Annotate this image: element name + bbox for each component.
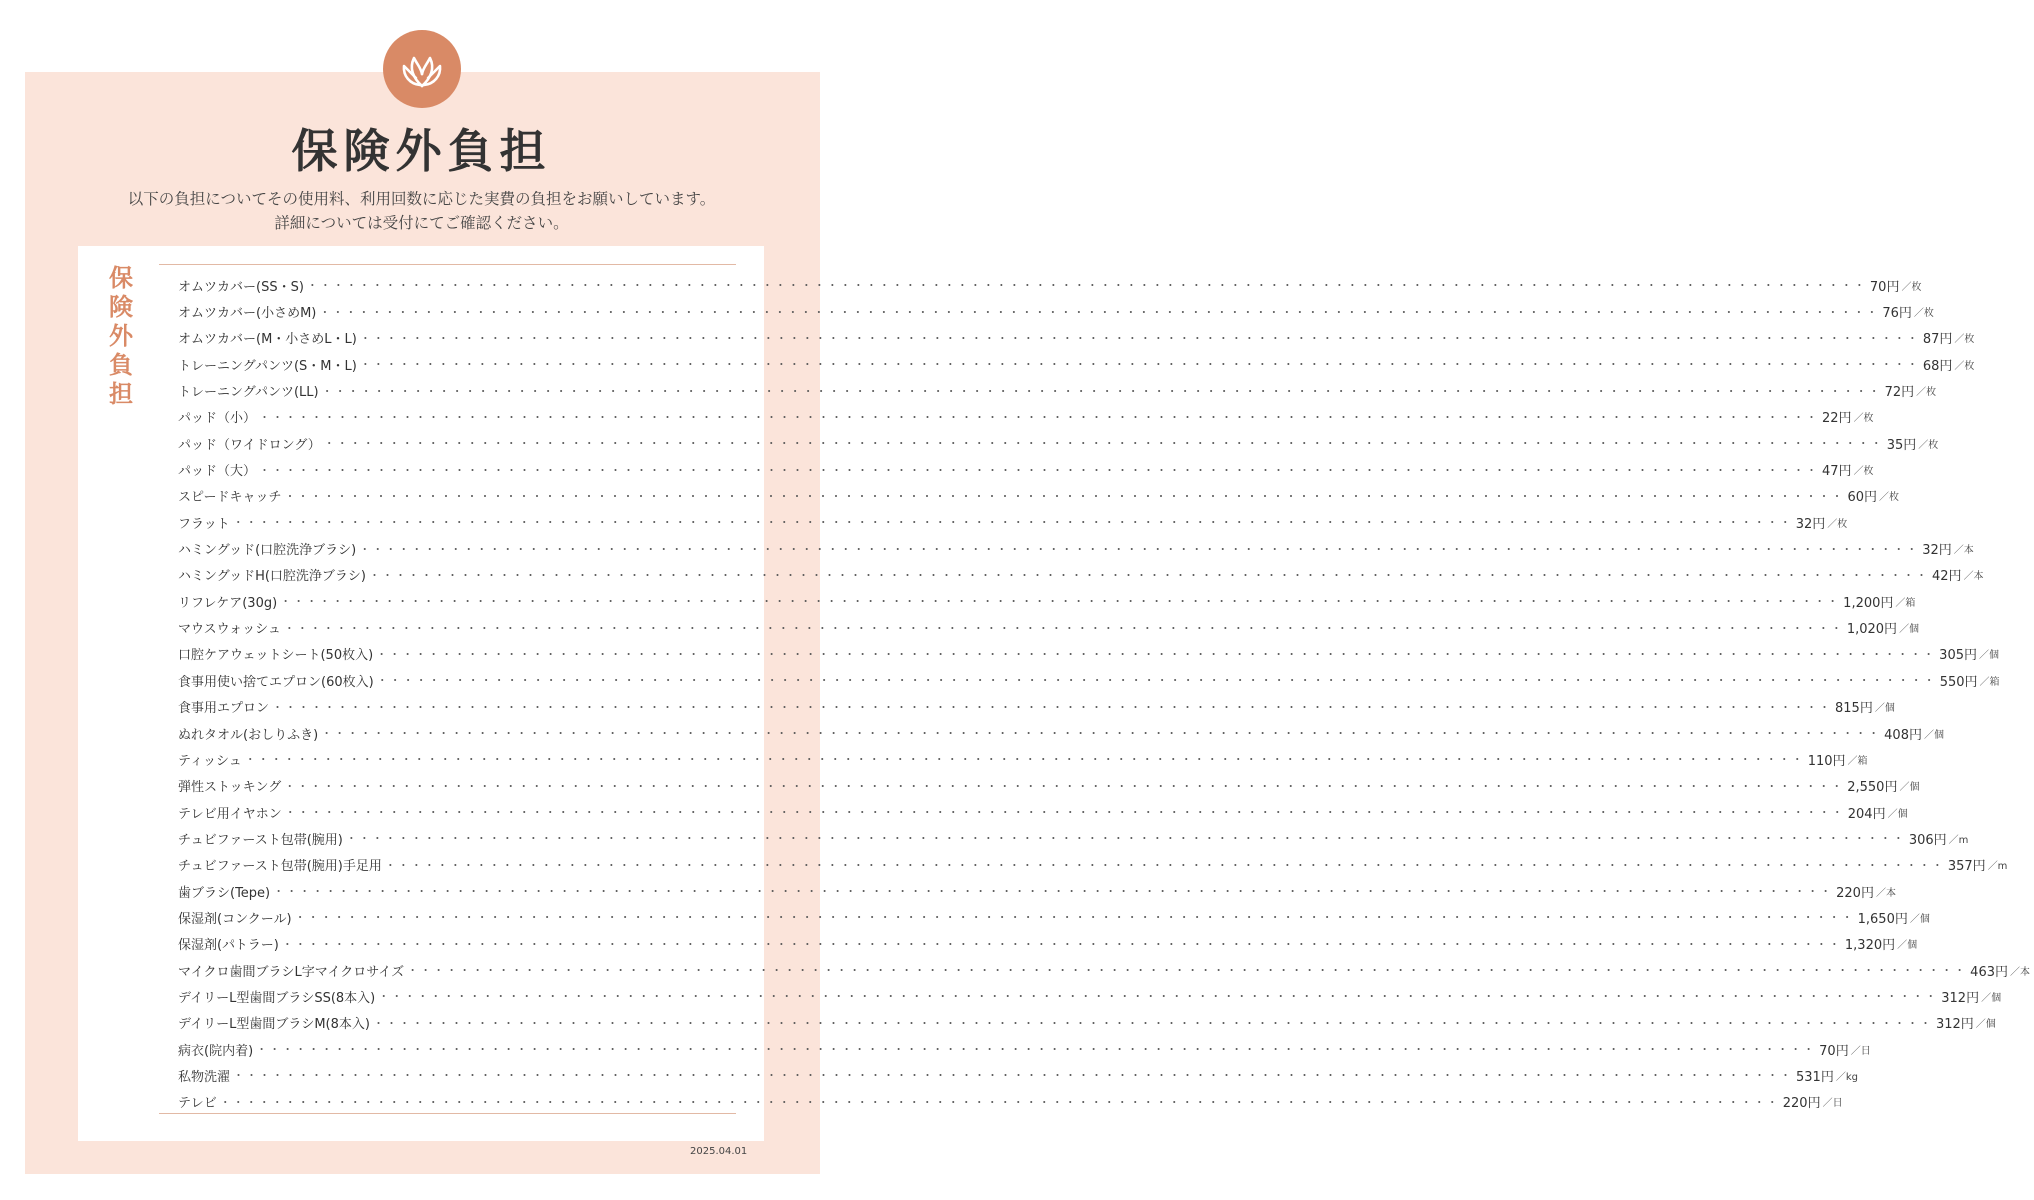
item-name: ハミングッド(口腔洗浄ブラシ) xyxy=(178,543,357,559)
item-unit: ／本 xyxy=(1953,545,1974,557)
item-unit: ／枚 xyxy=(1913,308,1934,320)
list-item xyxy=(178,430,1939,456)
dot-leader: ・・・・・・・・・・・・・・・・・・・・・・・・・・・・・・・・・・・・・・・・・・・・・・・・・・・・・・・・・・・・・・・・・・・・・・・・・・・・・・・・・・・・・・・・・・・・・・・・・・・・・・・・・・・・・・・・・・・・・・・・ xyxy=(284,489,1845,503)
item-price: 1,650円 xyxy=(1857,911,1908,927)
item-unit: ／枚 xyxy=(1954,360,1975,372)
item-name: パッド（大） xyxy=(178,464,257,480)
item-name: デイリーL型歯間ブラシM(8本入) xyxy=(178,1017,370,1033)
list-item xyxy=(178,641,1999,667)
item-price: 815円 xyxy=(1835,701,1873,717)
item-price: 70円 xyxy=(1819,1043,1849,1059)
item-unit: ／個 xyxy=(1887,808,1908,820)
item-name: チュビファースト包帯(腕用) xyxy=(178,832,343,848)
item-name: チュビファースト包帯(腕用)手足用 xyxy=(178,859,382,875)
item-name: テレビ用イヤホン xyxy=(178,806,282,822)
item-price: 1,200円 xyxy=(1843,595,1894,611)
item-name: パッド（小） xyxy=(178,411,257,427)
item-unit: ／個 xyxy=(1899,782,1920,794)
item-price: 463円 xyxy=(1970,964,2008,980)
item-unit: ／m xyxy=(1987,861,2008,873)
list-item xyxy=(178,904,1930,930)
item-name: テレビ xyxy=(178,1096,217,1112)
vertical-label-char: 保 xyxy=(109,264,133,292)
item-unit: ／本 xyxy=(1963,571,1984,583)
item-name: マウスウォッシュ xyxy=(178,622,281,638)
top-divider xyxy=(159,264,736,265)
list-item xyxy=(178,983,2002,1009)
list-item xyxy=(178,1036,1871,1062)
item-unit: ／本 xyxy=(1875,887,1896,899)
item-price: 312円 xyxy=(1935,1017,1974,1033)
item-name: オムツカバー(SS・S) xyxy=(178,279,304,295)
item-price: 76円 xyxy=(1882,306,1912,322)
vertical-label-char: 負 xyxy=(109,351,133,379)
list-item xyxy=(178,720,1944,746)
item-unit: ／個 xyxy=(1981,992,2002,1004)
item-name: マイクロ歯間ブラシL字マイクロサイズ xyxy=(178,964,405,980)
list-item xyxy=(178,1089,1843,1115)
dot-leader: ・・・・・・・・・・・・・・・・・・・・・・・・・・・・・・・・・・・・・・・・・・・・・・・・・・・・・・・・・・・・・・・・・・・・・・・・・・・・・・・・・・・・・・・・・・・・・・・・・・・・・・・・・・・・・・・・・・・・・・・・ xyxy=(384,858,1945,872)
item-price: 531円 xyxy=(1796,1069,1834,1085)
list-item xyxy=(178,1062,1858,1088)
item-name: フラット xyxy=(178,516,230,532)
item-price: 312円 xyxy=(1941,990,1980,1006)
list-item xyxy=(178,562,1984,588)
list-item xyxy=(178,456,1874,482)
item-unit: ／個 xyxy=(1874,703,1895,715)
list-item xyxy=(178,1010,1996,1036)
item-name: スピードキャッチ xyxy=(178,490,282,506)
item-unit: ／日 xyxy=(1822,1098,1843,1110)
item-name: 歯ブラシ(Tepe) xyxy=(178,885,271,901)
list-item xyxy=(178,325,1975,351)
item-name: 弾性ストッキング xyxy=(178,780,282,796)
item-unit: ／箱 xyxy=(1847,755,1868,767)
dot-leader: ・・・・・・・・・・・・・・・・・・・・・・・・・・・・・・・・・・・・・・・・・・・・・・・・・・・・・・・・・・・・・・・・・・・・・・・・・・・・・・・・・・・・・・・・・・・・・・・・・・・・・・・・・・・・・・・・・・・・・・・・ xyxy=(284,806,1845,820)
item-unit: ／個 xyxy=(1923,729,1944,741)
item-name: 保湿剤(コンクール) xyxy=(178,911,292,927)
item-name: 病衣(院内着) xyxy=(178,1043,254,1059)
list-item xyxy=(178,667,2000,693)
item-unit: ／枚 xyxy=(1916,387,1937,399)
dot-leader: ・・・・・・・・・・・・・・・・・・・・・・・・・・・・・・・・・・・・・・・・・・・・・・・・・・・・・・・・・・・・・・・・・・・・・・・・・・・・・・・・・・・・・・・・・・・・・・・・・・・・・・・・・・・・・・・・・・・・・・・・ xyxy=(294,911,1855,925)
dot-leader: ・・・・・・・・・・・・・・・・・・・・・・・・・・・・・・・・・・・・・・・・・・・・・・・・・・・・・・・・・・・・・・・・・・・・・・・・・・・・・・・・・・・・・・・・・・・・・・・・・・・・・・・・・・・・・・・・・・・・・・・・ xyxy=(232,516,1793,530)
list-item xyxy=(178,404,1874,430)
item-name: ハミングッドH(口腔洗浄ブラシ) xyxy=(178,569,367,585)
subtitle-line-1: 以下の負担についてその使用料、利用回数に応じた実費の負担をお願いしています。 xyxy=(127,190,716,208)
dot-leader: ・・・・・・・・・・・・・・・・・・・・・・・・・・・・・・・・・・・・・・・・・・・・・・・・・・・・・・・・・・・・・・・・・・・・・・・・・・・・・・・・・・・・・・・・・・・・・・・・・・・・・・・・・・・・・・・・・・・・・・・・ xyxy=(259,463,1820,477)
price-list xyxy=(178,272,2030,1115)
item-price: 220円 xyxy=(1782,1096,1821,1112)
item-price: 306円 xyxy=(1908,832,1947,848)
dot-leader: ・・・・・・・・・・・・・・・・・・・・・・・・・・・・・・・・・・・・・・・・・・・・・・・・・・・・・・・・・・・・・・・・・・・・・・・・・・・・・・・・・・・・・・・・・・・・・・・・・・・・・・・・・・・・・・・・・・・・・・・・ xyxy=(359,358,1920,372)
item-price: 60円 xyxy=(1847,490,1878,506)
dot-leader: ・・・・・・・・・・・・・・・・・・・・・・・・・・・・・・・・・・・・・・・・・・・・・・・・・・・・・・・・・・・・・・・・・・・・・・・・・・・・・・・・・・・・・・・・・・・・・・・・・・・・・・・・・・・・・・・・・・・・・・・・ xyxy=(376,674,1937,688)
dot-leader: ・・・・・・・・・・・・・・・・・・・・・・・・・・・・・・・・・・・・・・・・・・・・・・・・・・・・・・・・・・・・・・・・・・・・・・・・・・・・・・・・・・・・・・・・・・・・・・・・・・・・・・・・・・・・・・・・・・・・・・・・ xyxy=(280,595,1841,609)
item-name: 食事用使い捨てエプロン(60枚入) xyxy=(178,674,374,690)
item-unit: ／個 xyxy=(1979,650,1999,662)
list-item xyxy=(178,694,1895,720)
list-item xyxy=(178,931,1918,957)
item-name: オムツカバー(M・小さめL・L) xyxy=(178,332,357,348)
item-name: 食事用エプロン xyxy=(178,701,270,717)
list-item xyxy=(178,773,1920,799)
item-price: 2,550円 xyxy=(1847,780,1898,796)
lotus-hands-icon xyxy=(383,30,461,108)
item-unit: ／日 xyxy=(1850,1045,1871,1057)
item-price: 32円 xyxy=(1795,516,1826,532)
item-price: 1,320円 xyxy=(1844,938,1896,954)
item-name: パッド（ワイドロング） xyxy=(178,437,321,453)
item-price: 1,020円 xyxy=(1846,622,1898,638)
item-unit: ／枚 xyxy=(1879,492,1900,504)
item-price: 47円 xyxy=(1822,464,1852,480)
dot-leader: ・・・・・・・・・・・・・・・・・・・・・・・・・・・・・・・・・・・・・・・・・・・・・・・・・・・・・・・・・・・・・・・・・・・・・・・・・・・・・・・・・・・・・・・・・・・・・・・・・・・・・・・・・・・・・・・・・・・・・・・・ xyxy=(219,1095,1780,1109)
dot-leader: ・・・・・・・・・・・・・・・・・・・・・・・・・・・・・・・・・・・・・・・・・・・・・・・・・・・・・・・・・・・・・・・・・・・・・・・・・・・・・・・・・・・・・・・・・・・・・・・・・・・・・・・・・・・・・・・・・・・・・・・・ xyxy=(321,727,1882,741)
item-unit: ／箱 xyxy=(1979,676,2000,688)
list-item xyxy=(178,746,1868,772)
item-price: 220円 xyxy=(1836,885,1874,901)
item-unit: ／m xyxy=(1948,834,1969,846)
item-name: トレーニングパンツ(LL) xyxy=(178,385,319,401)
item-price: 110円 xyxy=(1807,753,1846,769)
list-item xyxy=(178,509,1848,535)
page-title: 保険外負担 xyxy=(291,124,552,178)
item-name: ティッシュ xyxy=(178,753,242,769)
dot-leader: ・・・・・・・・・・・・・・・・・・・・・・・・・・・・・・・・・・・・・・・・・・・・・・・・・・・・・・・・・・・・・・・・・・・・・・・・・・・・・・・・・・・・・・・・・・・・・・・・・・・・・・・・・・・・・・・・・・・・・・・・ xyxy=(244,753,1805,767)
item-name: トレーニングパンツ(S・M・L) xyxy=(178,358,357,374)
vertical-label-char: 険 xyxy=(109,293,133,321)
item-unit: ／本 xyxy=(2010,966,2030,978)
dot-leader: ・・・・・・・・・・・・・・・・・・・・・・・・・・・・・・・・・・・・・・・・・・・・・・・・・・・・・・・・・・・・・・・・・・・・・・・・・・・・・・・・・・・・・・・・・・・・・・・・・・・・・・・・・・・・・・・・・・・・・・・・ xyxy=(259,410,1820,424)
dot-leader: ・・・・・・・・・・・・・・・・・・・・・・・・・・・・・・・・・・・・・・・・・・・・・・・・・・・・・・・・・・・・・・・・・・・・・・・・・・・・・・・・・・・・・・・・・・・・・・・・・・・・・・・・・・・・・・・・・・・・・・・・ xyxy=(376,647,1937,661)
item-price: 408円 xyxy=(1884,727,1922,743)
dot-leader: ・・・・・・・・・・・・・・・・・・・・・・・・・・・・・・・・・・・・・・・・・・・・・・・・・・・・・・・・・・・・・・・・・・・・・・・・・・・・・・・・・・・・・・・・・・・・・・・・・・・・・・・・・・・・・・・・・・・・・・・・ xyxy=(407,964,1968,978)
price-list-card xyxy=(78,246,2030,1141)
vertical-label-char: 外 xyxy=(109,322,133,350)
list-item xyxy=(178,588,1916,614)
dot-leader: ・・・・・・・・・・・・・・・・・・・・・・・・・・・・・・・・・・・・・・・・・・・・・・・・・・・・・・・・・・・・・・・・・・・・・・・・・・・・・・・・・・・・・・・・・・・・・・・・・・・・・・・・・・・・・・・・・・・・・・・・ xyxy=(321,384,1882,398)
list-item xyxy=(178,614,1920,640)
item-price: 305円 xyxy=(1939,648,1977,664)
item-unit: ／個 xyxy=(1909,913,1930,925)
dot-leader: ・・・・・・・・・・・・・・・・・・・・・・・・・・・・・・・・・・・・・・・・・・・・・・・・・・・・・・・・・・・・・・・・・・・・・・・・・・・・・・・・・・・・・・・・・・・・・・・・・・・・・・・・・・・・・・・・・・・・・・・・ xyxy=(323,437,1884,451)
item-price: 68円 xyxy=(1922,358,1953,374)
issue-date: 2025.04.01 xyxy=(690,1146,748,1157)
item-price: 87円 xyxy=(1922,332,1953,348)
item-name: オムツカバー(小さめM) xyxy=(178,306,317,322)
item-unit: ／個 xyxy=(1899,624,1920,636)
dot-leader: ・・・・・・・・・・・・・・・・・・・・・・・・・・・・・・・・・・・・・・・・・・・・・・・・・・・・・・・・・・・・・・・・・・・・・・・・・・・・・・・・・・・・・・・・・・・・・・・・・・・・・・・・・・・・・・・・・・・・・・・・ xyxy=(372,1016,1933,1030)
item-unit: ／枚 xyxy=(1954,334,1975,346)
item-unit: ／個 xyxy=(1975,1019,1996,1031)
item-name: 私物洗濯 xyxy=(178,1069,231,1085)
item-name: デイリーL型歯間ブラシSS(8本入) xyxy=(178,990,376,1006)
item-unit: ／枚 xyxy=(1853,466,1874,478)
item-name: ぬれタオル(おしりふき) xyxy=(178,727,319,743)
list-item xyxy=(178,351,1975,377)
item-unit: ／枚 xyxy=(1901,281,1922,293)
dot-leader: ・・・・・・・・・・・・・・・・・・・・・・・・・・・・・・・・・・・・・・・・・・・・・・・・・・・・・・・・・・・・・・・・・・・・・・・・・・・・・・・・・・・・・・・・・・・・・・・・・・・・・・・・・・・・・・・・・・・・・・・・ xyxy=(369,568,1930,582)
vertical-section-label xyxy=(106,264,136,409)
dot-leader: ・・・・・・・・・・・・・・・・・・・・・・・・・・・・・・・・・・・・・・・・・・・・・・・・・・・・・・・・・・・・・・・・・・・・・・・・・・・・・・・・・・・・・・・・・・・・・・・・・・・・・・・・・・・・・・・・・・・・・・・・ xyxy=(233,1069,1794,1083)
dot-leader: ・・・・・・・・・・・・・・・・・・・・・・・・・・・・・・・・・・・・・・・・・・・・・・・・・・・・・・・・・・・・・・・・・・・・・・・・・・・・・・・・・・・・・・・・・・・・・・・・・・・・・・・・・・・・・・・・・・・・・・・・ xyxy=(256,1043,1817,1057)
dot-leader: ・・・・・・・・・・・・・・・・・・・・・・・・・・・・・・・・・・・・・・・・・・・・・・・・・・・・・・・・・・・・・・・・・・・・・・・・・・・・・・・・・・・・・・・・・・・・・・・・・・・・・・・・・・・・・・・・・・・・・・・・ xyxy=(378,990,1939,1004)
dot-leader: ・・・・・・・・・・・・・・・・・・・・・・・・・・・・・・・・・・・・・・・・・・・・・・・・・・・・・・・・・・・・・・・・・・・・・・・・・・・・・・・・・・・・・・・・・・・・・・・・・・・・・・・・・・・・・・・・・・・・・・・・ xyxy=(359,542,1920,556)
vertical-label-char: 担 xyxy=(109,380,133,408)
list-item xyxy=(178,535,1974,561)
dot-leader: ・・・・・・・・・・・・・・・・・・・・・・・・・・・・・・・・・・・・・・・・・・・・・・・・・・・・・・・・・・・・・・・・・・・・・・・・・・・・・・・・・・・・・・・・・・・・・・・・・・・・・・・・・・・・・・・・・・・・・・・・ xyxy=(273,885,1834,899)
item-unit: ／箱 xyxy=(1895,597,1916,609)
item-price: 22円 xyxy=(1822,411,1852,427)
list-item xyxy=(178,825,1969,851)
item-price: 72円 xyxy=(1884,385,1915,401)
list-item xyxy=(178,377,1937,403)
item-unit: ／枚 xyxy=(1827,518,1848,530)
dot-leader: ・・・・・・・・・・・・・・・・・・・・・・・・・・・・・・・・・・・・・・・・・・・・・・・・・・・・・・・・・・・・・・・・・・・・・・・・・・・・・・・・・・・・・・・・・・・・・・・・・・・・・・・・・・・・・・・・・・・・・・・・ xyxy=(281,937,1842,951)
item-price: 204円 xyxy=(1847,806,1886,822)
list-item xyxy=(178,878,1896,904)
item-name: 保湿剤(パトラー) xyxy=(178,938,279,954)
item-price: 357円 xyxy=(1947,859,1986,875)
list-item xyxy=(178,483,1900,509)
dot-leader: ・・・・・・・・・・・・・・・・・・・・・・・・・・・・・・・・・・・・・・・・・・・・・・・・・・・・・・・・・・・・・・・・・・・・・・・・・・・・・・・・・・・・・・・・・・・・・・・・・・・・・・・・・・・・・・・・・・・・・・・・ xyxy=(359,331,1920,345)
list-item xyxy=(178,852,2008,878)
dot-leader: ・・・・・・・・・・・・・・・・・・・・・・・・・・・・・・・・・・・・・・・・・・・・・・・・・・・・・・・・・・・・・・・・・・・・・・・・・・・・・・・・・・・・・・・・・・・・・・・・・・・・・・・・・・・・・・・・・・・・・・・・ xyxy=(283,621,1844,635)
dot-leader: ・・・・・・・・・・・・・・・・・・・・・・・・・・・・・・・・・・・・・・・・・・・・・・・・・・・・・・・・・・・・・・・・・・・・・・・・・・・・・・・・・・・・・・・・・・・・・・・・・・・・・・・・・・・・・・・・・・・・・・・・ xyxy=(272,700,1833,714)
item-name: リフレケア(30g) xyxy=(178,595,278,611)
dot-leader: ・・・・・・・・・・・・・・・・・・・・・・・・・・・・・・・・・・・・・・・・・・・・・・・・・・・・・・・・・・・・・・・・・・・・・・・・・・・・・・・・・・・・・・・・・・・・・・・・・・・・・・・・・・・・・・・・・・・・・・・・ xyxy=(306,279,1867,293)
subtitle-line-2: 詳細については受付にてご確認ください。 xyxy=(274,214,569,232)
item-unit: ／枚 xyxy=(1853,413,1874,425)
item-unit: ／個 xyxy=(1897,940,1918,952)
item-price: 70円 xyxy=(1869,279,1900,295)
item-price: 550円 xyxy=(1939,674,1978,690)
item-price: 42円 xyxy=(1932,569,1962,585)
dot-leader: ・・・・・・・・・・・・・・・・・・・・・・・・・・・・・・・・・・・・・・・・・・・・・・・・・・・・・・・・・・・・・・・・・・・・・・・・・・・・・・・・・・・・・・・・・・・・・・・・・・・・・・・・・・・・・・・・・・・・・・・・ xyxy=(284,779,1845,793)
item-name: 口腔ケアウェットシート(50枚入) xyxy=(178,648,374,664)
item-unit: ／枚 xyxy=(1918,439,1939,451)
dot-leader: ・・・・・・・・・・・・・・・・・・・・・・・・・・・・・・・・・・・・・・・・・・・・・・・・・・・・・・・・・・・・・・・・・・・・・・・・・・・・・・・・・・・・・・・・・・・・・・・・・・・・・・・・・・・・・・・・・・・・・・・・ xyxy=(319,305,1880,319)
item-price: 32円 xyxy=(1922,543,1952,559)
list-item xyxy=(178,799,1908,825)
list-item xyxy=(178,957,2030,983)
list-item xyxy=(178,272,1922,298)
item-unit: ／kg xyxy=(1835,1071,1858,1083)
bottom-divider xyxy=(159,1113,736,1114)
dot-leader: ・・・・・・・・・・・・・・・・・・・・・・・・・・・・・・・・・・・・・・・・・・・・・・・・・・・・・・・・・・・・・・・・・・・・・・・・・・・・・・・・・・・・・・・・・・・・・・・・・・・・・・・・・・・・・・・・・・・・・・・・ xyxy=(345,832,1906,846)
item-price: 35円 xyxy=(1886,437,1917,453)
list-item xyxy=(178,298,1934,324)
